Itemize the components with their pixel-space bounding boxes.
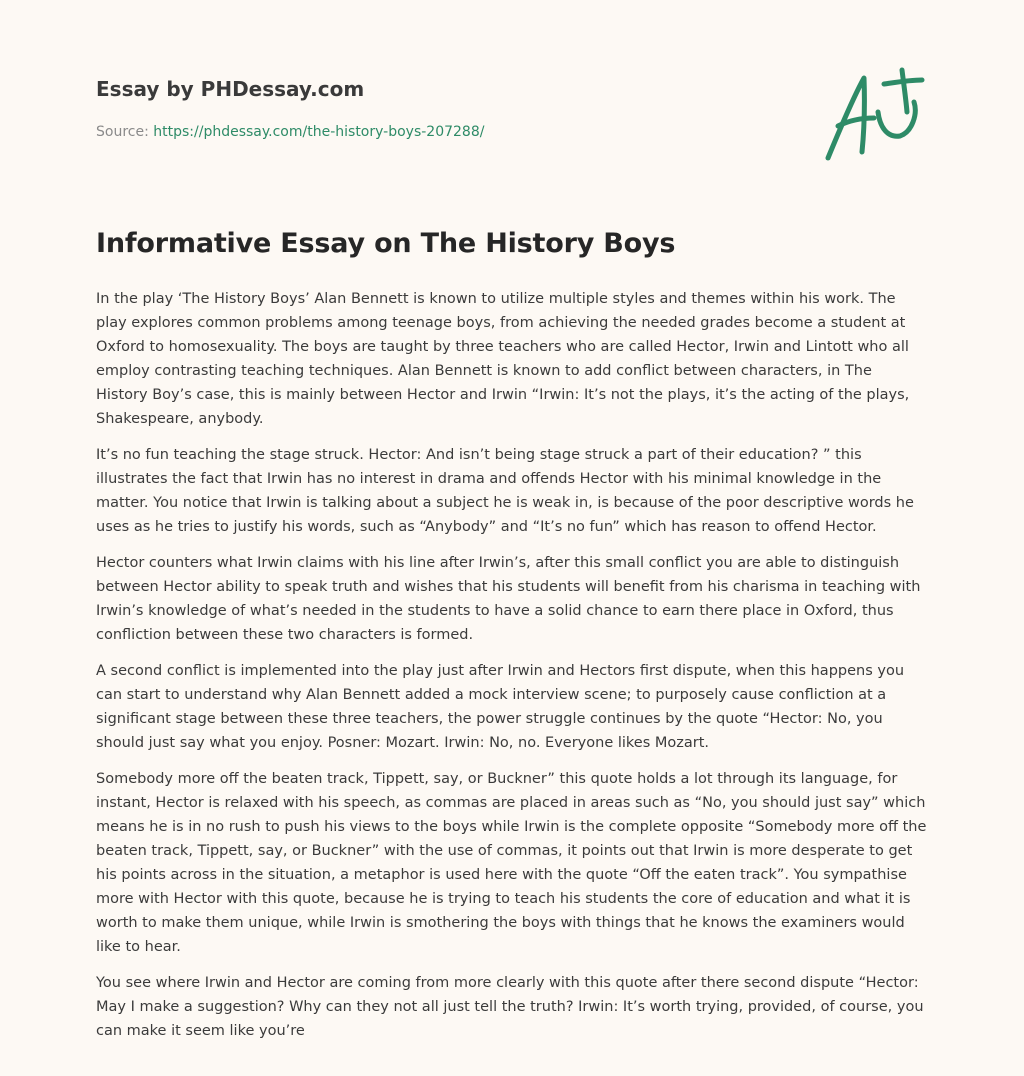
article-body: [96, 287, 928, 1055]
article-paragraph: In the play ‘The History Boys’ Alan Bennett is known to utilize multiple styles and themes within his work. The play explores common problems among teenage boys, from achieving the needed grades become a student at Oxford to homosexuality. The boys are taught by three teachers who are called Hector, Irwin and Lintott who all employ contrasting teaching techniques. Alan Bennett is known to add conflict between characters, in The History Boy’s case, this is mainly between Hector and Irwin “Irwin: It’s not the plays, it’s the acting of the plays, Shakespeare, anybody.: [96, 291, 910, 427]
article-paragraph: You see where Irwin and Hector are coming from more clearly with this quote after there second dispute “Hector: May I make a suggestion? Why can they not all just tell the truth? Irwin: It’s worth trying, provided, of course, you can make it seem like you’re: [96, 975, 924, 1039]
article-title: Informative Essay on The History Boys: [96, 228, 676, 259]
source-link[interactable]: https://phdessay.com/the-history-boys-207288/: [153, 124, 485, 140]
source-label: Source:: [96, 124, 149, 140]
article-paragraph: Hector counters what Irwin claims with his line after Irwin’s, after this small conflict you are able to distinguish between Hector ability to speak truth and wishes that his students will benefit from his charisma in teaching with Irwin’s knowledge of what’s needed in the students to have a solid chance to earn there place in Oxford, thus confliction between these two characters is formed.: [96, 555, 921, 643]
article-paragraph: A second conflict is implemented into the play just after Irwin and Hectors first dispute, when this happens you can start to understand why Alan Bennett added a mock interview scene; to purposely cause confliction at a significant stage between these three teachers, the power struggle continues by the quote “Hector: No, you should just say what you enjoy. Posner: Mozart. Irwin: No, no. Everyone likes Mozart.: [96, 663, 905, 751]
source-line: [96, 124, 484, 140]
a-plus-logo-icon: [818, 66, 930, 166]
site-brand: Essay by PHDessay.com: [96, 77, 365, 101]
article-paragraph: Somebody more off the beaten track, Tippett, say, or Buckner” this quote holds a lot through its language, for instant, Hector is relaxed with his speech, as commas are placed in areas such as “No, you should just say” which means he is in no rush to push his views to the boys while Irwin is the complete opposite “Somebody more off the beaten track, Tippett, say, or Buckner” with the use of commas, it points out that Irwin is more desperate to get his points across in the situation, a metaphor is used here with the quote “Off the eaten track”. You sympathise more with Hector with this quote, because he is trying to teach his students the core of education and what it is worth to make them unique, while Irwin is smothering the boys with things that he knows the examiners would like to hear.: [96, 771, 927, 955]
article-paragraph: It’s no fun teaching the stage struck. Hector: And isn’t being stage struck a part of their education? ” this illustrates the fact that Irwin has no interest in drama and offends Hector with his minimal knowledge in the matter. You notice that Irwin is talking about a subject he is weak in, is because of the poor descriptive words he uses as he tries to justify his words, such as “Anybody” and “It’s no fun” which has reason to offend Hector.: [96, 447, 914, 535]
